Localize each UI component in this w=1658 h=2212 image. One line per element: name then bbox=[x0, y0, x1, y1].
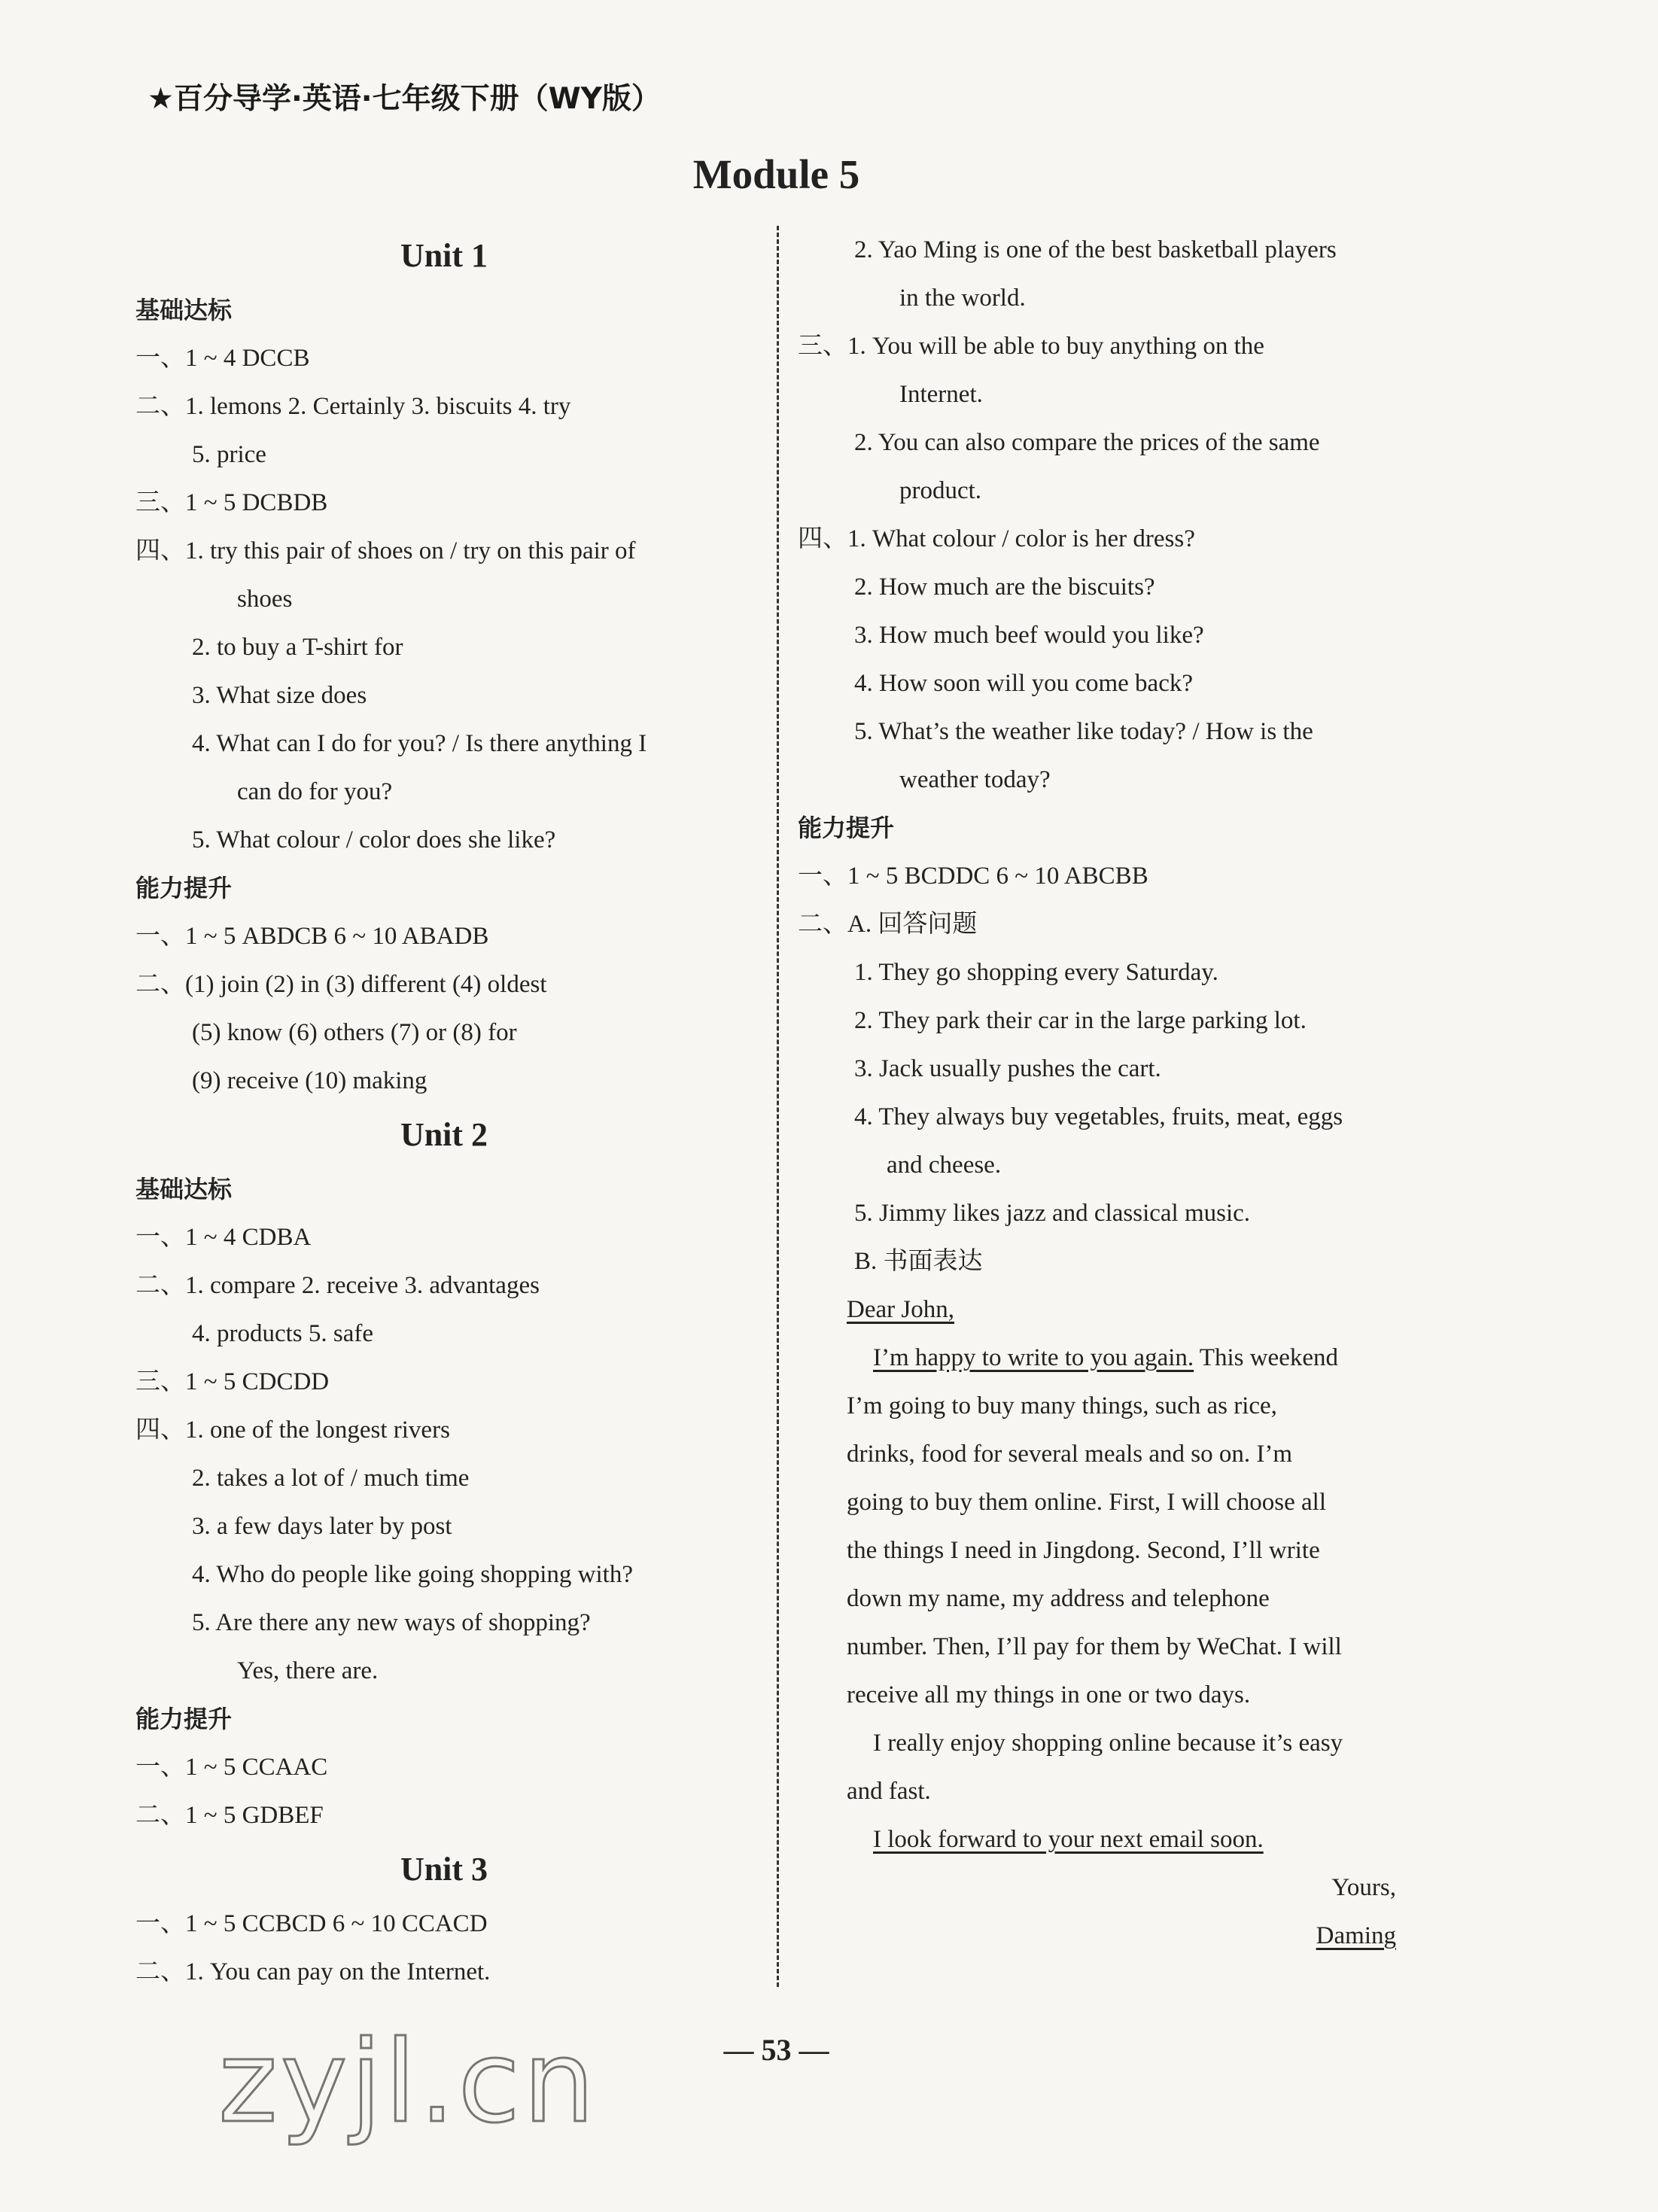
answer-line: weather today? bbox=[899, 766, 1051, 793]
answer-line: 2. to buy a T-shirt for bbox=[192, 634, 403, 661]
answer-line: 5. price bbox=[192, 441, 266, 468]
letter-closing-line: I look forward to your next email soon. bbox=[873, 1826, 1264, 1853]
section-heading: 能力提升 bbox=[135, 1705, 233, 1733]
answer-line: 2. Yao Ming is one of the best basketball players bbox=[854, 236, 1337, 263]
answer-line: 二、(1) join (2) in (3) different (4) oldest bbox=[135, 971, 547, 998]
letter-line: I really enjoy shopping online because it’s easy bbox=[873, 1730, 1343, 1757]
answer-line: 一、1 ~ 4 CDBA bbox=[135, 1224, 312, 1251]
letter-line: and fast. bbox=[847, 1778, 931, 1805]
answer-line: 一、1 ~ 4 DCCB bbox=[135, 345, 310, 372]
page-number: — 53 — bbox=[723, 2033, 829, 2067]
answer-line: 3. Jack usually pushes the cart. bbox=[854, 1055, 1161, 1082]
answer-line: 一、1 ~ 5 BCDDC 6 ~ 10 ABCBB bbox=[798, 863, 1148, 890]
answer-line: 5. Jimmy likes jazz and classical music. bbox=[854, 1200, 1251, 1227]
answer-line: (5) know (6) others (7) or (8) for bbox=[192, 1019, 517, 1046]
answer-line: 3. a few days later by post bbox=[192, 1513, 452, 1540]
answer-line: B. 书面表达 bbox=[854, 1248, 983, 1275]
watermark-logo: zyjl.cn bbox=[218, 2017, 598, 2148]
answer-line: in the world. bbox=[899, 284, 1026, 312]
book-header: ★百分导学·英语·七年级下册（WY版） bbox=[148, 82, 661, 116]
answer-line: 四、1. try this pair of shoes on / try on this pair of bbox=[135, 537, 636, 564]
letter-sign-off: Yours, bbox=[1331, 1874, 1396, 1901]
answer-line: can do for you? bbox=[237, 778, 393, 805]
answer-line: 二、1. You can pay on the Internet. bbox=[135, 1958, 491, 1985]
unit-2-title: Unit 2 bbox=[400, 1116, 488, 1153]
letter-line: down my name, my address and telephone bbox=[847, 1585, 1270, 1612]
answer-line: and cheese. bbox=[887, 1152, 1002, 1179]
column-divider bbox=[777, 226, 779, 1987]
letter-greeting: Dear John, bbox=[847, 1296, 954, 1323]
answer-line: 三、1 ~ 5 DCBDB bbox=[135, 489, 328, 516]
answer-line: 4. products 5. safe bbox=[192, 1320, 374, 1347]
section-heading: 基础达标 bbox=[135, 296, 233, 324]
answer-line: 2. How much are the biscuits? bbox=[854, 574, 1155, 601]
module-title: Module 5 bbox=[692, 151, 860, 197]
letter-opening: I’m happy to write to you again. bbox=[873, 1344, 1194, 1371]
answer-line: 3. How much beef would you like? bbox=[854, 622, 1204, 649]
answer-line: 4. Who do people like going shopping with? bbox=[192, 1561, 633, 1588]
answer-line: 二、1. lemons 2. Certainly 3. biscuits 4. try bbox=[135, 393, 571, 420]
letter-line: receive all my things in one or two days. bbox=[847, 1681, 1251, 1708]
left-column bbox=[135, 226, 753, 1996]
letter-line: number. Then, I’ll pay for them by WeChat. I will bbox=[847, 1633, 1342, 1660]
answer-line: Internet. bbox=[899, 381, 983, 408]
answer-line: 三、1 ~ 5 CDCDD bbox=[135, 1368, 330, 1395]
letter-line: I’m going to buy many things, such as rice, bbox=[847, 1392, 1277, 1419]
letter-line: going to buy them online. First, I will choose all bbox=[847, 1489, 1327, 1516]
answer-line: 2. They park their car in the large parking lot. bbox=[854, 1007, 1307, 1034]
answer-line: 二、A. 回答问题 bbox=[798, 911, 978, 938]
section-heading: 能力提升 bbox=[798, 814, 895, 842]
answer-line: 四、1. one of the longest rivers bbox=[135, 1416, 450, 1444]
answer-line: 3. What size does bbox=[192, 682, 367, 709]
answer-line: 二、1 ~ 5 GDBEF bbox=[135, 1802, 324, 1829]
letter-line bbox=[798, 1334, 1415, 1382]
answer-line: product. bbox=[899, 477, 982, 504]
letter-line: drinks, food for several meals and so on. I’m bbox=[847, 1441, 1293, 1468]
answer-line: 一、1 ~ 5 ABDCB 6 ~ 10 ABADB bbox=[135, 923, 489, 950]
answer-line: 4. They always buy vegetables, fruits, meat, eggs bbox=[854, 1103, 1343, 1130]
letter-text: This weekend bbox=[1194, 1344, 1339, 1371]
letter-signature: Daming bbox=[1316, 1922, 1396, 1949]
section-heading: 能力提升 bbox=[135, 874, 233, 902]
answer-line: 三、1. You will be able to buy anything on the bbox=[798, 333, 1264, 360]
answer-line: Yes, there are. bbox=[237, 1657, 379, 1684]
answer-line: 一、1 ~ 5 CCAAC bbox=[135, 1754, 328, 1781]
unit-1-title: Unit 1 bbox=[400, 237, 488, 274]
letter-line: the things I need in Jingdong. Second, I’ll write bbox=[847, 1537, 1320, 1564]
answer-line: 5. Are there any new ways of shopping? bbox=[192, 1609, 591, 1636]
answer-line: 4. How soon will you come back? bbox=[854, 670, 1193, 697]
answer-line: 一、1 ~ 5 CCBCD 6 ~ 10 CCACD bbox=[135, 1910, 488, 1937]
answer-line: 1. They go shopping every Saturday. bbox=[854, 959, 1218, 986]
answer-line: 5. What’s the weather like today? / How is the bbox=[854, 718, 1313, 745]
answer-line: 2. takes a lot of / much time bbox=[192, 1465, 470, 1492]
answer-line: shoes bbox=[237, 586, 293, 613]
answer-line: 2. You can also compare the prices of the same bbox=[854, 429, 1320, 456]
unit-3-title: Unit 3 bbox=[400, 1851, 488, 1888]
right-column bbox=[798, 226, 1415, 1960]
section-heading: 基础达标 bbox=[135, 1175, 233, 1203]
answer-line: 5. What colour / color does she like? bbox=[192, 826, 556, 853]
answer-line: 二、1. compare 2. receive 3. advantages bbox=[135, 1272, 540, 1299]
answer-line: 4. What can I do for you? / Is there anything I bbox=[192, 730, 647, 757]
answer-line: 四、1. What colour / color is her dress? bbox=[798, 525, 1195, 552]
answer-line: (9) receive (10) making bbox=[192, 1067, 427, 1094]
